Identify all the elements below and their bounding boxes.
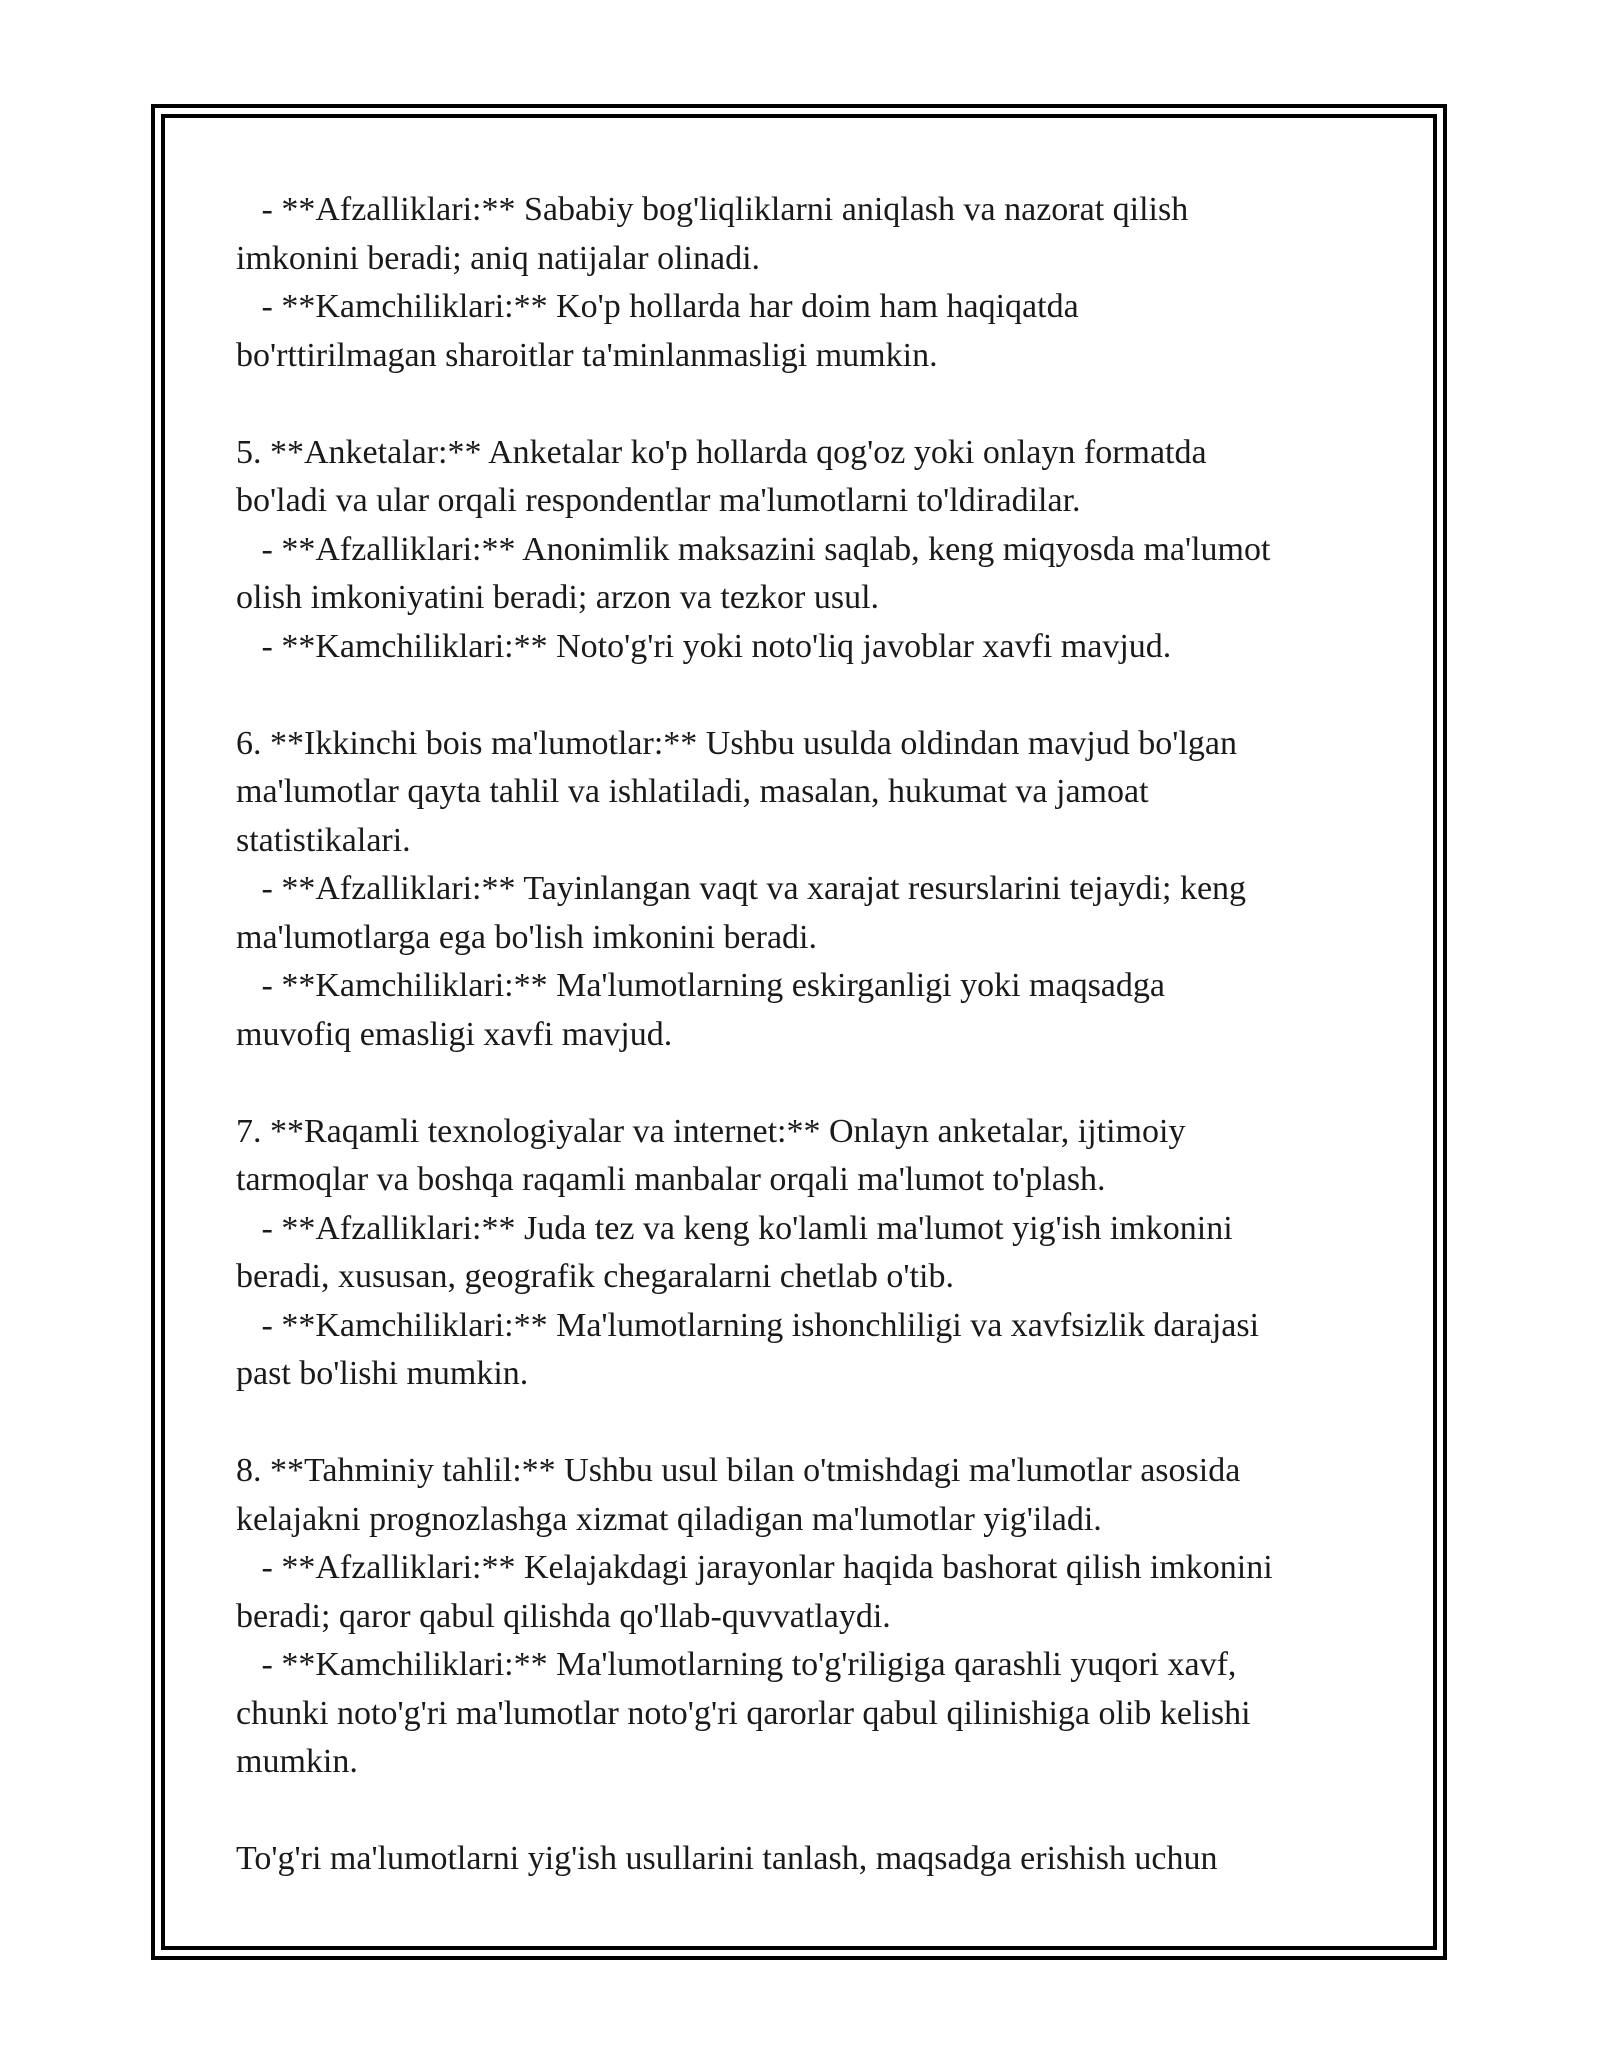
text-line: olish imkoniyatini beradi; arzon va tezkor usul. bbox=[236, 579, 880, 616]
text-line: ma'lumotlarga ega bo'lish imkonini beradi. bbox=[236, 918, 818, 956]
text-line: - **Kamchiliklari:** Ma'lumotlarning ishonchliligi va xavfsizlik darajasi bbox=[236, 1306, 1260, 1344]
text-line: chunki noto'g'ri ma'lumotlar noto'g'ri qarorlar qabul qilinishiga olib kelishi bbox=[236, 1694, 1251, 1732]
paragraph-spacer bbox=[236, 1399, 1366, 1448]
paragraph-spacer bbox=[236, 380, 1366, 429]
text-line: - **Afzalliklari:** Tayinlangan vaqt va xarajat resurslarini tejaydi; keng bbox=[236, 870, 1247, 907]
text-line: bo'ladi va ular orqali respondentlar ma'lumotlarni to'ldiradilar. bbox=[236, 482, 1081, 519]
text-line: mumkin. bbox=[236, 1743, 358, 1780]
text-line: 6. **Ikkinchi bois ma'lumotlar:** Ushbu usulda oldindan mavjud bo'lgan bbox=[236, 724, 1237, 762]
text-line: tarmoqlar va boshqa raqamli manbalar orqali ma'lumot to'plash. bbox=[236, 1161, 1106, 1198]
text-line: - **Kamchiliklari:** Ko'p hollarda har doim ham haqiqatda bbox=[236, 288, 1079, 325]
document-body bbox=[236, 186, 1366, 1884]
text-line: - **Kamchiliklari:** Ma'lumotlarning eskirganligi yoki maqsadga bbox=[236, 967, 1165, 1004]
paragraph-spacer bbox=[236, 671, 1366, 720]
text-line: muvofiq emasligi xavfi mavjud. bbox=[236, 1015, 673, 1053]
text-line: statistikalari. bbox=[236, 821, 411, 859]
text-line: imkonini beradi; aniq natijalar olinadi. bbox=[236, 239, 761, 277]
text-line: bo'rttirilmagan sharoitlar ta'minlanmasligi mumkin. bbox=[236, 336, 938, 374]
text-line: beradi, xususan, geografik chegaralarni chetlab o'tib. bbox=[236, 1258, 954, 1295]
text-line: - **Kamchiliklari:** Ma'lumotlarning to'g'riligiga qarashli yuqori xavf, bbox=[236, 1646, 1237, 1683]
text-line: - **Kamchiliklari:** Noto'g'ri yoki noto'liq javoblar xavfi mavjud. bbox=[236, 627, 1172, 665]
text-line: past bo'lishi mumkin. bbox=[236, 1355, 529, 1392]
text-line: beradi; qaror qabul qilishda qo'llab-quvvatlaydi. bbox=[236, 1597, 891, 1635]
text-line: - **Afzalliklari:** Juda tez va keng ko'lamli ma'lumot yig'ish imkonini bbox=[236, 1209, 1233, 1247]
text-line: - **Afzalliklari:** Anonimlik maksazini saqlab, keng miqyosda ma'lumot bbox=[236, 530, 1271, 568]
text-line: - **Afzalliklari:** Kelajakdagi jarayonlar haqida bashorat qilish imkonini bbox=[236, 1549, 1273, 1586]
text-line: 5. **Anketalar:** Anketalar ko'p hollarda qog'oz yoki onlayn formatda bbox=[236, 433, 1207, 471]
text-line: 8. **Tahminiy tahlil:** Ushbu usul bilan o'tmishdagi ma'lumotlar asosida bbox=[236, 1452, 1241, 1489]
paragraph-spacer bbox=[236, 1787, 1366, 1836]
paragraph-spacer bbox=[236, 1059, 1366, 1108]
text-line: To'g'ri ma'lumotlarni yig'ish usullarini tanlash, maqsadga erishish uchun bbox=[236, 1840, 1218, 1877]
text-line: kelajakni prognozlashga xizmat qiladigan ma'lumotlar yig'iladi. bbox=[236, 1500, 1102, 1538]
text-line: - **Afzalliklari:** Sababiy bog'liqliklarni aniqlash va nazorat qilish bbox=[236, 191, 1189, 228]
text-line: ma'lumotlar qayta tahlil va ishlatiladi, masalan, hukumat va jamoat bbox=[236, 773, 1149, 810]
text-line: 7. **Raqamli texnologiyalar va internet:** Onlayn anketalar, ijtimoiy bbox=[236, 1112, 1186, 1150]
